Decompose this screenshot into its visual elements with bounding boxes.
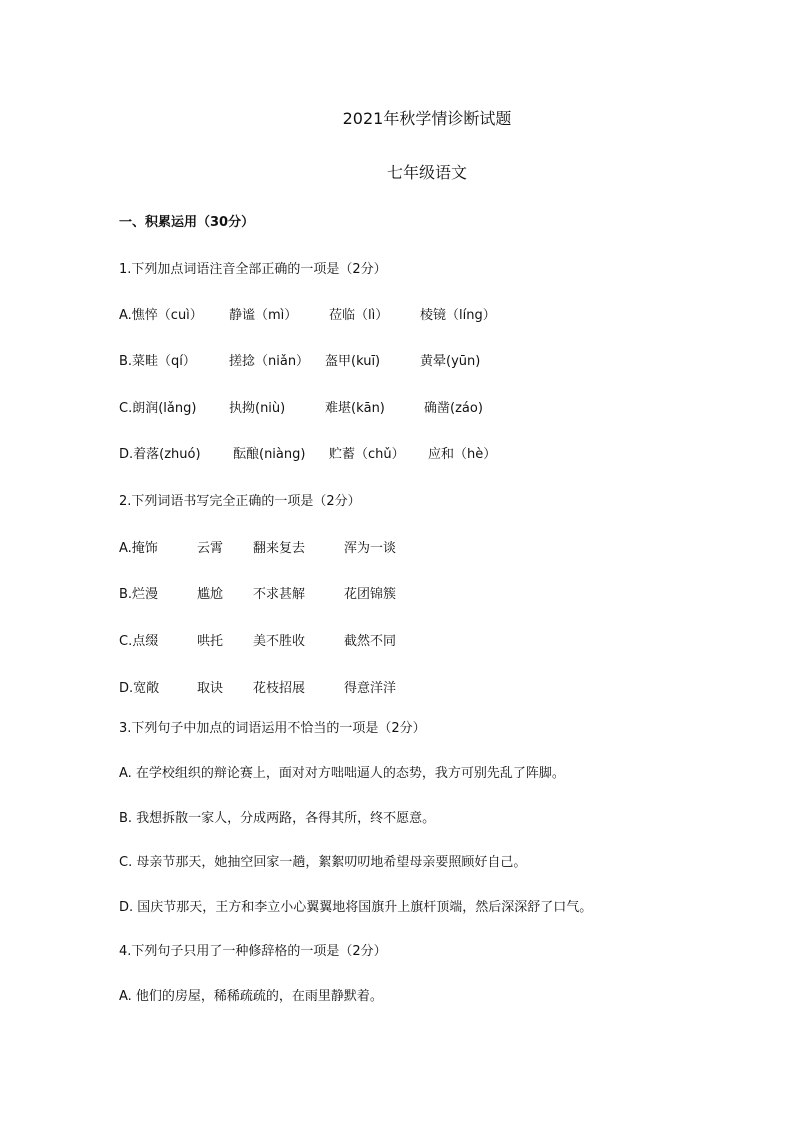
option-term: A.掩饰 [119, 541, 158, 556]
option-term: C.点缀 [119, 634, 159, 649]
option-term: 花枝招展 [253, 681, 306, 696]
option-term: 应和（hè） [428, 447, 497, 462]
option-term: D.着落(zhuó) [119, 447, 201, 462]
option-term: 贮蓄（chǔ） [329, 447, 405, 462]
option-term: 得意洋洋 [344, 681, 397, 696]
option-term: 棱镜（líng） [420, 308, 496, 323]
option-term: 黄晕(yūn) [420, 354, 481, 369]
option-term: 哄托 [197, 634, 224, 649]
option-term: 云霄 [197, 541, 224, 556]
option-term: 浑为一谈 [344, 541, 397, 556]
option-term: 难堪(kān) [325, 401, 385, 416]
option-term: 执拗(niù) [229, 401, 286, 416]
option-term: 莅临（lì） [329, 308, 389, 323]
option-term: 不求甚解 [253, 587, 306, 602]
option-term: 盔甲(kuī) [325, 354, 381, 369]
option-term: 酝酿(niàng) [233, 447, 306, 462]
option-term: 搓捻（niǎn） [229, 354, 310, 369]
option-term: A.憔悴（cuì） [119, 308, 203, 323]
option-term: C.朗润(lǎng) [119, 401, 197, 416]
option-term: 美不胜收 [253, 634, 306, 649]
question-3-stem: 3.下列句子中加点的词语运用不恰当的一项是（2分） [119, 721, 426, 736]
question-3-option-b: B. 我想拆散一家人，分成两路，各得其所，终不愿意。 [119, 811, 436, 826]
option-term: B.烂漫 [119, 587, 159, 602]
document-title: 2021年秋学情诊断试题 [342, 109, 512, 128]
option-term: 翻来复去 [253, 541, 306, 556]
option-term: D.宽敞 [119, 681, 160, 696]
option-term: 静谧（mì） [229, 308, 298, 323]
option-term: 花团锦簇 [344, 587, 397, 602]
option-term: 截然不同 [344, 634, 397, 649]
option-term: 确凿(záo) [424, 401, 483, 416]
question-4-option-a: A. 他们的房屋，稀稀疏疏的，在雨里静默着。 [119, 989, 383, 1004]
option-term: 尴尬 [197, 587, 224, 602]
section-heading: 一、积累运用（30分） [119, 215, 255, 230]
option-term: B.菜畦（qí） [119, 354, 196, 369]
question-3-option-a: A. 在学校组织的辩论赛上，面对对方咄咄逼人的态势，我方可别先乱了阵脚。 [119, 766, 565, 781]
question-1-stem: 1.下列加点词语注音全部正确的一项是（2分） [119, 262, 387, 277]
option-term: 取诀 [197, 681, 224, 696]
document-subtitle: 七年级语文 [386, 163, 467, 182]
question-2-stem: 2.下列词语书写完全正确的一项是（2分） [119, 494, 361, 509]
question-3-option-c: C. 母亲节那天，她抽空回家一趟，絮絮叨叨地希望母亲要照顾好自己。 [119, 855, 527, 870]
question-3-option-d: D. 国庆节那天，王方和李立小心翼翼地将国旗升上旗杆顶端，然后深深舒了口气。 [119, 900, 593, 915]
question-4-stem: 4.下列句子只用了一种修辞格的一项是（2分） [119, 944, 387, 959]
